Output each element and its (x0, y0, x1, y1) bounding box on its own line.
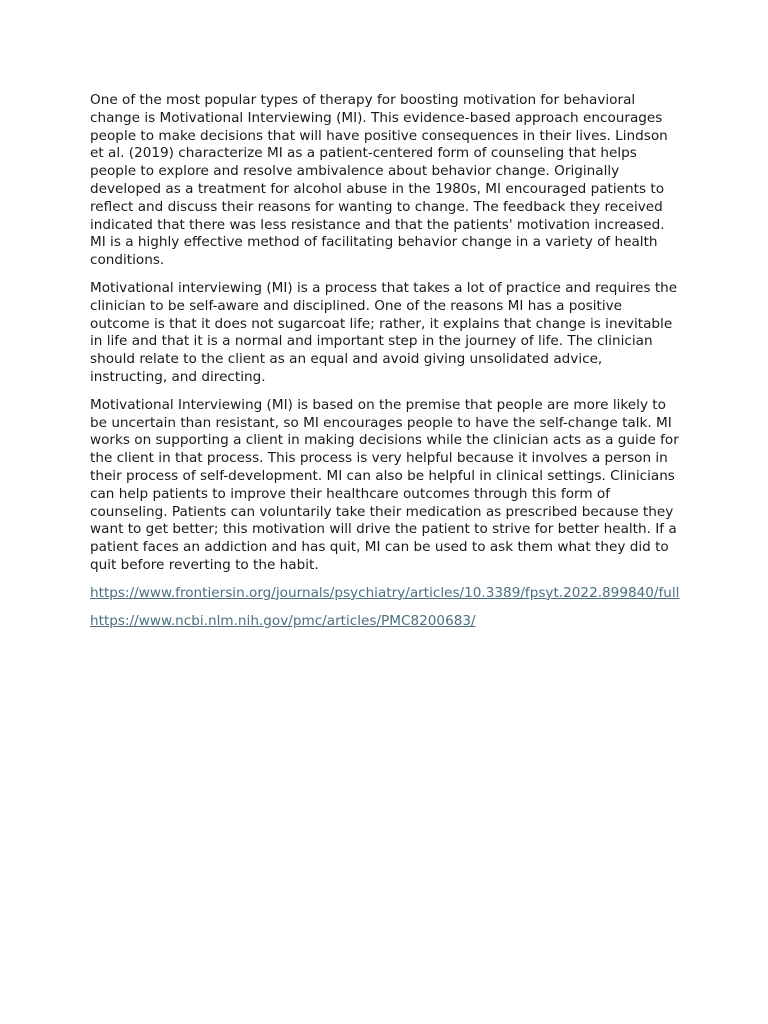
reference-link-2-container (90, 613, 682, 631)
paragraph-1: One of the most popular types of therapy for boosting motivation for behavioral change is Motivational Interviewing (MI). This evidence-based approach encourages people to make decisions that will have positive consequences in their lives. Lindson et al. (2019) characterize MI as a patient-centered form of counseling that helps people to explore and resolve ambivalence about behavior change. Originally developed as a treatment for alcohol abuse in the 1980s, MI encouraged patients to reflect and discuss their reasons for wanting to change. The feedback they received indicated that there was less resistance and that the patients' motivation increased. MI is a highly effective method of facilitating behavior change in a variety of health conditions. (90, 92, 668, 269)
reference-link-ncbi[interactable]: https://www.ncbi.nlm.nih.gov/pmc/articles/PMC8200683/ (90, 612, 476, 629)
paragraph-2: Motivational interviewing (MI) is a process that takes a lot of practice and requires the clinician to be self-aware and disciplined. One of the reasons MI has a positive outcome is that it does not sugarcoat life; rather, it explains that change is inevitable in life and that it is a normal and important step in the journey of life. The clinician should relate to the client as an equal and avoid giving unsolidated advice, instructing, and directing. (90, 279, 678, 385)
paragraph-3: Motivational Interviewing (MI) is based on the premise that people are more likely to be uncertain than resistant, so MI encourages people to have the self-change talk. MI works on supporting a client in making decisions while the clinician acts as a guide for the client in that process. This process is very helpful because it involves a person in their process of self-development. MI can also be helpful in clinical settings. Clinicians can help patients to improve their healthcare outcomes through this form of counseling. Patients can voluntarily take their medication as prescribed because they want to get better; this motivation will drive the patient to strive for better health. If a patient faces an addiction and has quit, MI can be used to ask them what they did to quit before reverting to the habit. (90, 396, 679, 573)
reference-link-1-container (90, 585, 682, 603)
reference-link-frontiersin[interactable]: https://www.frontiersin.org/journals/psychiatry/articles/10.3389/fpsyt.2022.899840/full (90, 584, 680, 601)
document-page (90, 92, 682, 640)
